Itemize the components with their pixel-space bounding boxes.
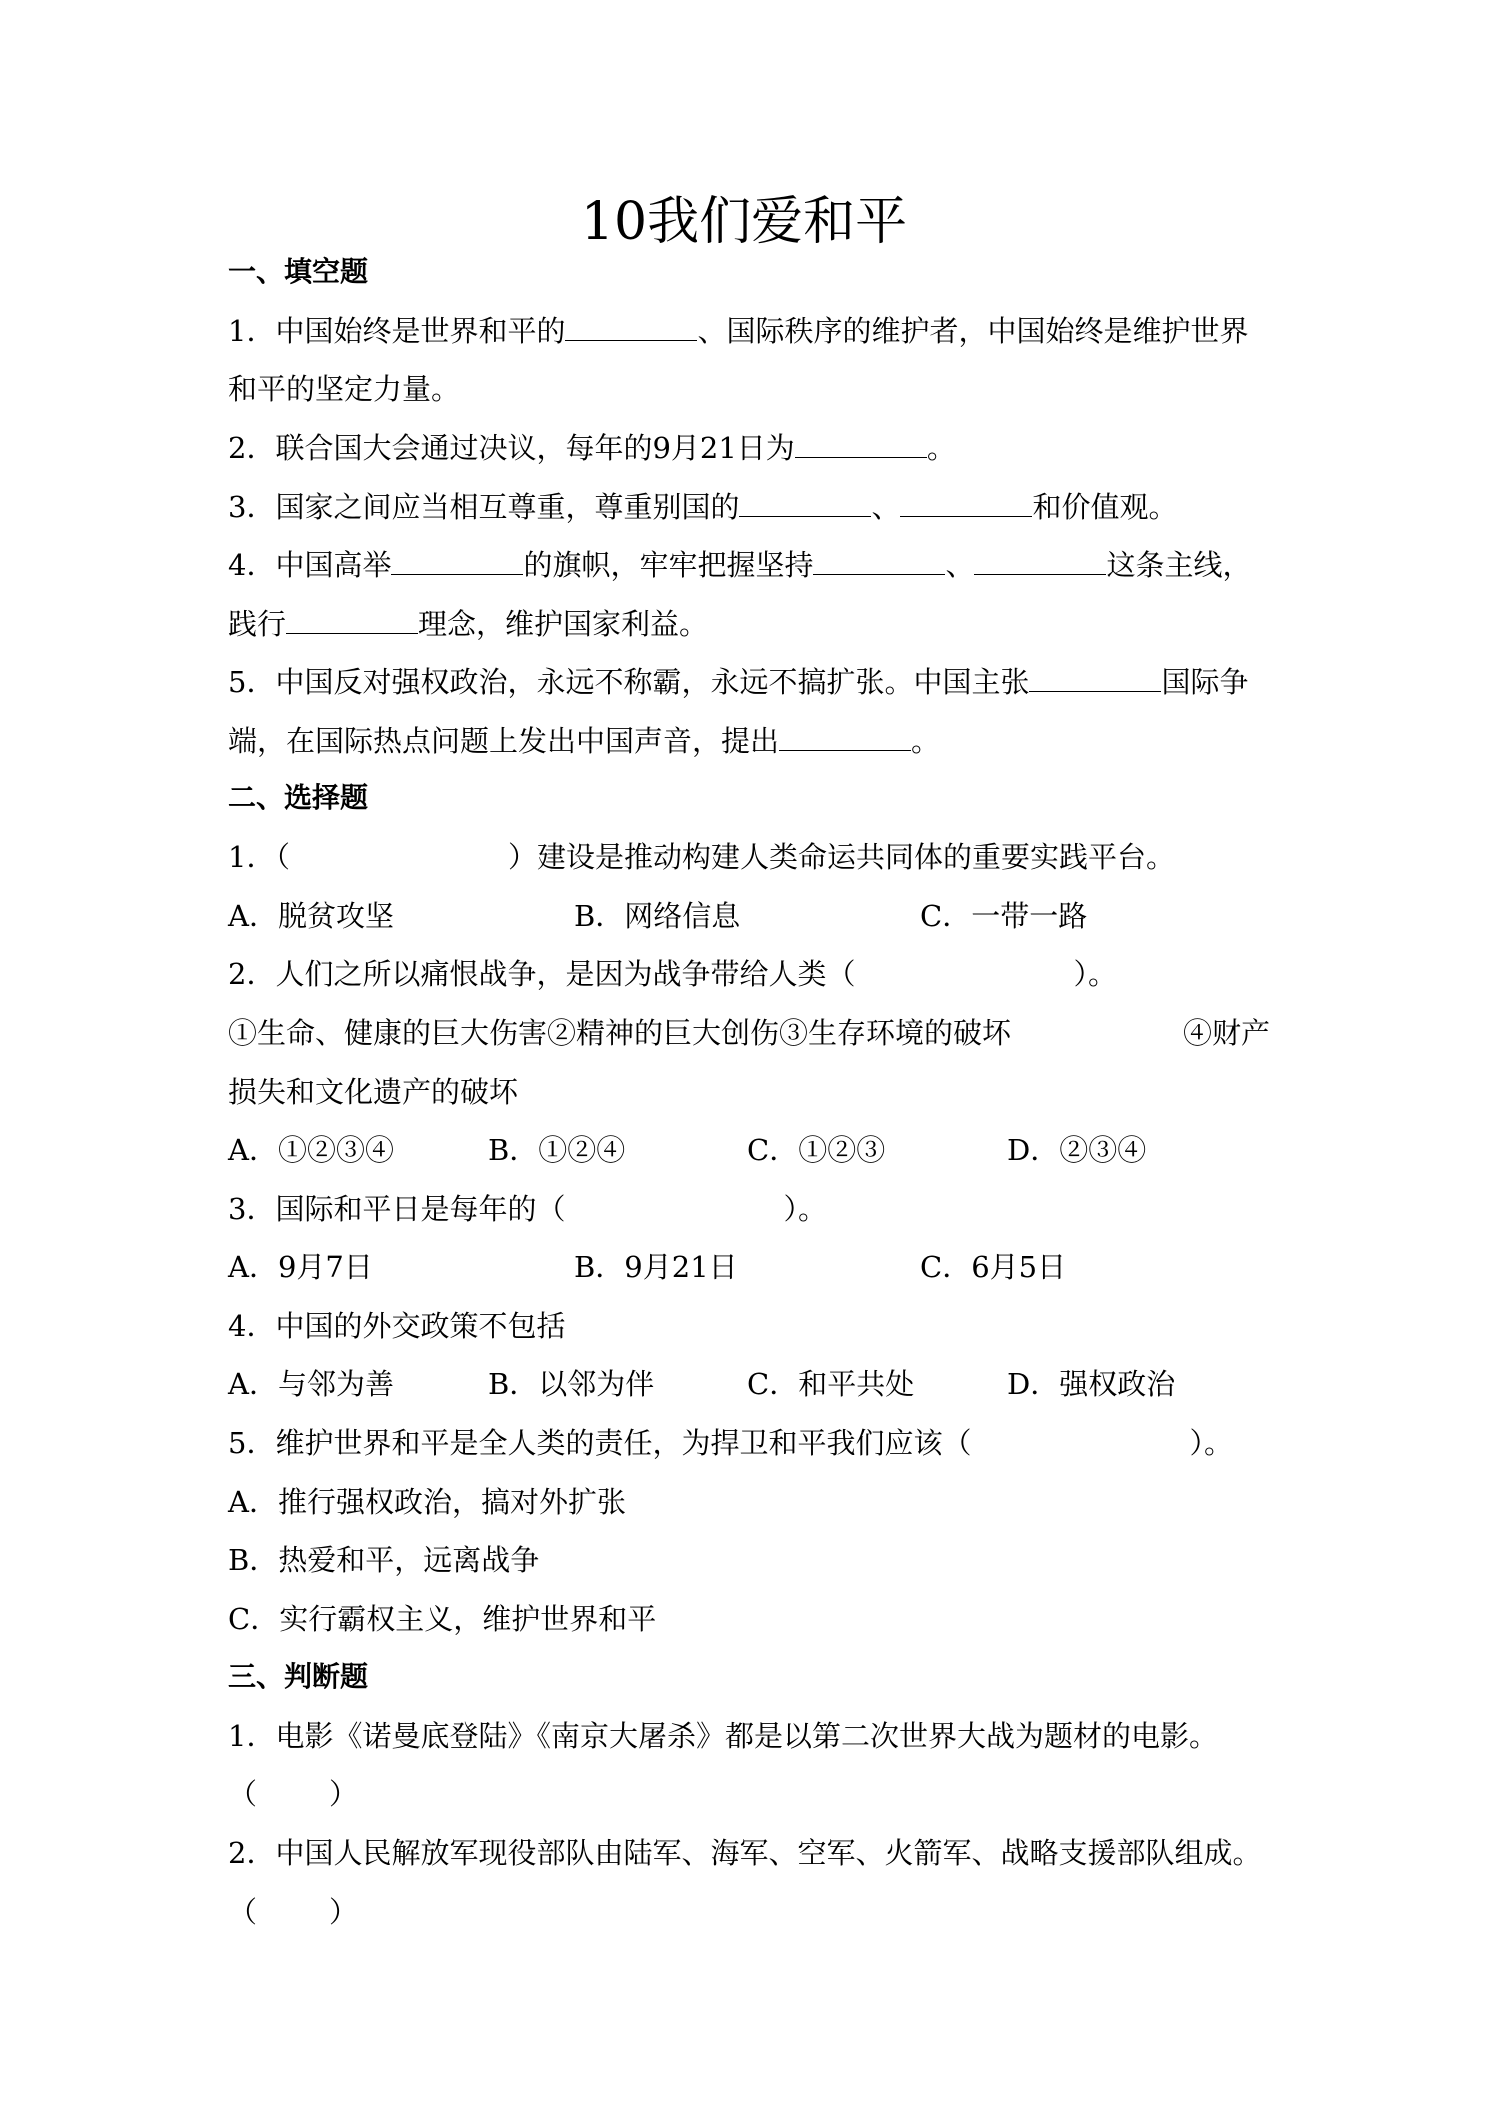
fill-q4-line1 bbox=[228, 544, 1270, 585]
option-b[interactable]: B．9月21日 bbox=[574, 1250, 738, 1284]
choice-q2-detail-end: ④财产 bbox=[1182, 1016, 1270, 1050]
judge-q1-answer bbox=[228, 1774, 1270, 1814]
option-c[interactable]: C．一带一路 bbox=[920, 899, 1088, 933]
fill-q4-text: 4．中国高举 bbox=[228, 548, 392, 582]
answer-blank[interactable] bbox=[779, 720, 911, 751]
choice-q2-detail-line2: 损失和文化遗产的破坏 bbox=[228, 1075, 519, 1109]
fill-q2-text: 2．联合国大会通过决议，每年的9月21日为 bbox=[228, 431, 795, 465]
choice-q5-text: 5．维护世界和平是全人类的责任，为捍卫和平我们应该（ bbox=[228, 1426, 972, 1460]
fill-q3 bbox=[228, 486, 1270, 527]
page-title: 10我们爱和平 bbox=[580, 192, 908, 252]
choice-q5-stem bbox=[228, 1423, 1270, 1463]
fill-q3-sep: 、 bbox=[871, 490, 901, 524]
fill-q5-text-2: 国际争 bbox=[1161, 665, 1249, 699]
fill-q4-sep: 、 bbox=[945, 548, 975, 582]
fill-q5-line2 bbox=[228, 720, 1270, 761]
answer-paren-open: （ bbox=[228, 1777, 258, 1811]
judge-q2-stem: 2．中国人民解放军现役部队由陆军、海军、空军、火箭军、战略支援部队组成。 bbox=[228, 1836, 1262, 1870]
fill-q5-line1 bbox=[228, 661, 1270, 702]
answer-paren-open: （ bbox=[228, 1895, 258, 1929]
option-b[interactable]: B．①②④ bbox=[488, 1133, 626, 1167]
choice-q3-stem bbox=[228, 1189, 1270, 1229]
option-c[interactable]: C．①②③ bbox=[747, 1133, 886, 1167]
answer-blank[interactable] bbox=[565, 310, 697, 341]
answer-paren-close: ） bbox=[329, 1895, 359, 1929]
fill-q3-text: 3．国家之间应当相互尊重，尊重别国的 bbox=[228, 490, 740, 524]
option-b[interactable]: B．网络信息 bbox=[574, 899, 741, 933]
fill-q4-text-3: 这条主线， bbox=[1106, 548, 1252, 582]
fill-q4-line2-end: 理念，维护国家利益。 bbox=[418, 607, 709, 641]
choice-q2-detail bbox=[228, 1013, 1270, 1053]
choice-q2-stem bbox=[228, 954, 1270, 994]
fill-q5-line2-end: 。 bbox=[911, 724, 941, 758]
fill-q3-end: 和价值观。 bbox=[1032, 490, 1178, 524]
section-heading-true-false: 三、判断题 bbox=[228, 1660, 369, 1693]
judge-q2-answer bbox=[228, 1892, 1270, 1932]
choice-q3-text: 3．国际和平日是每年的（ bbox=[228, 1192, 566, 1226]
fill-q2-end: 。 bbox=[926, 431, 956, 465]
fill-q1-text-cont: 、国际秩序的维护者，中国始终是维护世界 bbox=[697, 314, 1249, 348]
option-a[interactable]: A．推行强权政治，搞对外扩张 bbox=[228, 1485, 626, 1519]
fill-q1-line1 bbox=[228, 310, 1270, 351]
fill-q2 bbox=[228, 427, 1270, 468]
answer-blank[interactable] bbox=[900, 486, 1032, 517]
option-c[interactable]: C．实行霸权主义，维护世界和平 bbox=[228, 1602, 657, 1636]
option-b[interactable]: B．以邻为伴 bbox=[488, 1367, 655, 1401]
choice-q1-stem bbox=[228, 837, 1270, 877]
choice-q2-text: 2．人们之所以痛恨战争，是因为战争带给人类（ bbox=[228, 957, 856, 991]
option-a[interactable]: A．9月7日 bbox=[228, 1250, 373, 1284]
answer-blank[interactable] bbox=[391, 544, 523, 575]
choice-q1-text: ）建设是推动构建人类命运共同体的重要实践平台。 bbox=[507, 840, 1175, 874]
option-a[interactable]: A．①②③④ bbox=[228, 1133, 394, 1167]
option-c[interactable]: C．和平共处 bbox=[747, 1367, 915, 1401]
fill-q1-text: 1．中国始终是世界和平的 bbox=[228, 314, 566, 348]
choice-q2-detail-text: ①生命、健康的巨大伤害②精神的巨大创伤③生存环境的破坏 bbox=[228, 1016, 1012, 1050]
judge-q1-stem: 1．电影《诺曼底登陆》《南京大屠杀》都是以第二次世界大战为题材的电影。 bbox=[228, 1719, 1218, 1753]
section-heading-choice: 二、选择题 bbox=[228, 781, 369, 814]
section-heading-fill-blank: 一、填空题 bbox=[228, 255, 369, 288]
option-b[interactable]: B．热爱和平，远离战争 bbox=[228, 1543, 540, 1577]
option-c[interactable]: C．6月5日 bbox=[920, 1250, 1067, 1284]
choice-q5-close: ）。 bbox=[1189, 1426, 1233, 1460]
fill-q5-line2-text: 端，在国际热点问题上发出中国声音，提出 bbox=[228, 724, 780, 758]
fill-q4-line2 bbox=[228, 603, 1270, 644]
choice-q3-close: ）。 bbox=[783, 1192, 827, 1226]
fill-q4-line2-text: 践行 bbox=[228, 607, 287, 641]
answer-blank[interactable] bbox=[286, 603, 418, 634]
choice-q2-close: ）。 bbox=[1073, 957, 1117, 991]
choice-q4-stem: 4．中国的外交政策不包括 bbox=[228, 1309, 566, 1343]
answer-paren-close: ） bbox=[329, 1777, 359, 1811]
answer-blank[interactable] bbox=[974, 544, 1106, 575]
answer-blank[interactable] bbox=[739, 486, 871, 517]
option-d[interactable]: D．强权政治 bbox=[1007, 1367, 1176, 1401]
choice-q1-open: 1．（ bbox=[228, 840, 290, 874]
fill-q1-line2: 和平的坚定力量。 bbox=[228, 372, 461, 406]
answer-blank[interactable] bbox=[813, 544, 945, 575]
option-a[interactable]: A．与邻为善 bbox=[228, 1367, 394, 1401]
fill-q4-text-2: 的旗帜，牢牢把握坚持 bbox=[523, 548, 814, 582]
answer-blank[interactable] bbox=[1029, 661, 1161, 692]
answer-blank[interactable] bbox=[795, 427, 927, 458]
fill-q5-text: 5．中国反对强权政治，永远不称霸，永远不搞扩张。中国主张 bbox=[228, 665, 1030, 699]
option-d[interactable]: D．②③④ bbox=[1007, 1133, 1147, 1167]
option-a[interactable]: A．脱贫攻坚 bbox=[228, 899, 394, 933]
